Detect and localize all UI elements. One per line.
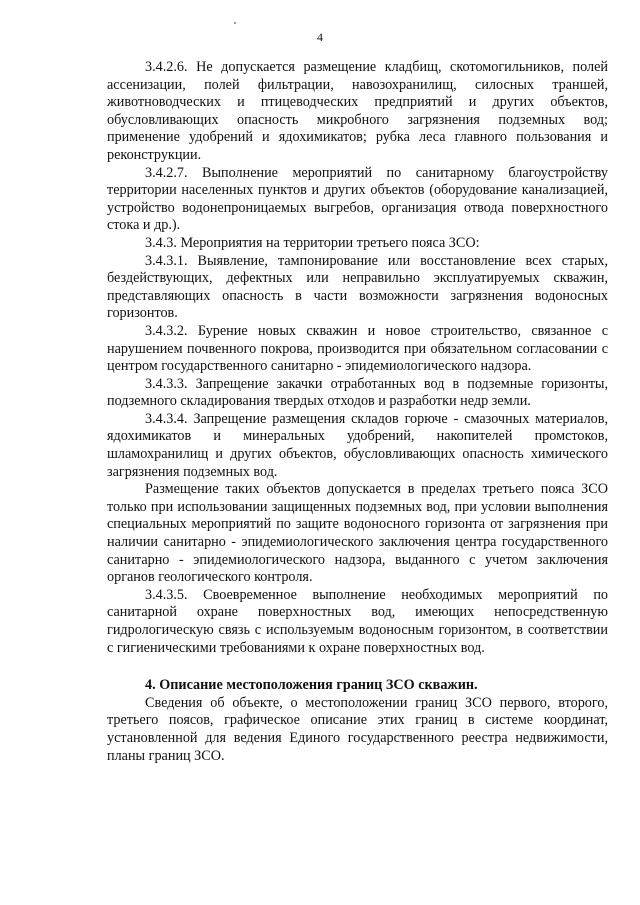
- paragraph-3-4-3-4: 3.4.3.4. Запрещение размещения складов горюче - смазочных материалов, ядохимикатов и минеральных удобрений, накопителей промстоков, шламохранилищ и других объектов, обусловливающих опасность химического загрязнения подземных вод.: [107, 410, 608, 480]
- paragraph-3-4-2-7: 3.4.2.7. Выполнение мероприятий по санитарному благоустройству территории населенных пунктов и других объектов (оборудование канализацией, устройство водонепроницаемых выгребов, организация отвода поверхностного стока и др.).: [107, 164, 608, 234]
- paragraph-placement-conditions: Размещение таких объектов допускается в пределах третьего пояса ЗСО только при использовании защищенных подземных вод, при условии выполнения специальных мероприятий по защите водоносного горизонта от загрязнения при наличии санитарно - эпидемиологического заключения центра государственного санитарно - эпидемиологического надзора, выданного с учетом заключения органов геологического контроля.: [107, 481, 608, 586]
- page-number: 4: [317, 30, 323, 44]
- paragraph-3-4-3-2: 3.4.3.2. Бурение новых скважин и новое строительство, связанное с нарушением почвенного покрова, производится при обязательном согласовании с центром государственного санитарно - эпидемиологического надзора.: [107, 322, 608, 375]
- document-body: [107, 59, 608, 765]
- paragraph-3-4-2-6: 3.4.2.6. Не допускается размещение кладбищ, скотомогильников, полей ассенизации, полей фильтрации, навозохранилищ, силосных траншей, животноводческих и птицеводческих предприятий и других объектов, обусловливающих опасность микробного загрязнения подземных вод; применение удобрений и ядохимикатов; рубка леса главного пользования и реконструкции.: [107, 59, 608, 163]
- paragraph-3-4-3-1: 3.4.3.1. Выявление, тампонирование или восстановление всех старых, бездействующих, дефектных или неправильно эксплуатируемых скважин, представляющих опасность в части возможности загрязнения водоносных горизонтов.: [107, 252, 608, 322]
- paragraph-3-4-3-3: 3.4.3.3. Запрещение закачки отработанных вод в подземные горизонты, подземного складирования твердых отходов и разработки недр земли.: [107, 375, 608, 410]
- paragraph-3-4-3-5: 3.4.3.5. Своевременное выполнение необходимых мероприятий по санитарной охране поверхностных вод, имеющих непосредственную гидрологическую связь с используемым водоносным горизонтом, в соответствии с гигиеническими требованиями к охране поверхностных вод.: [107, 586, 608, 656]
- scan-speck: [234, 22, 236, 24]
- section-heading: 4. Описание местоположения границ ЗСО скважин.: [145, 677, 478, 694]
- section-4-paragraph: Сведения об объекте, о местоположении границ ЗСО первого, второго, третьего поясов, графическое описание этих границ в системе координат, установленной для ведения Единого государственного реестра недвижимости, планы границ ЗСО.: [107, 694, 608, 764]
- paragraph-3-4-3: 3.4.3. Мероприятия на территории третьего пояса ЗСО:: [145, 234, 480, 251]
